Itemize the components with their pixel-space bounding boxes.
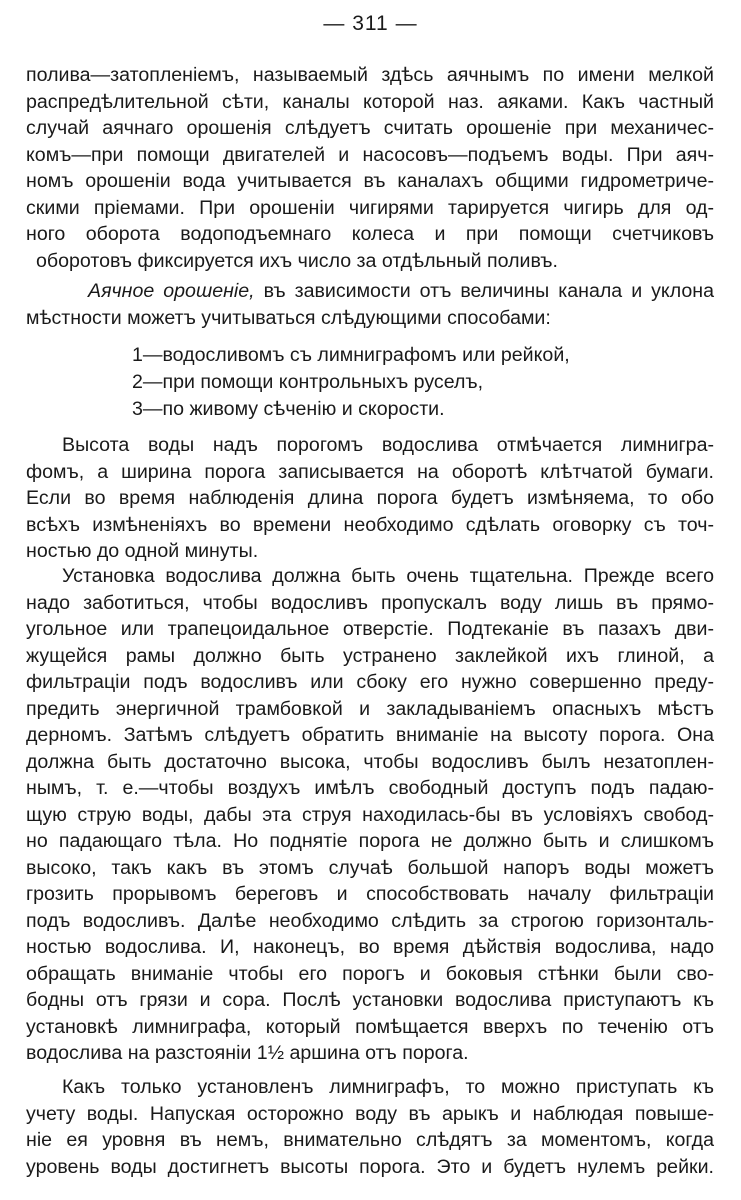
text-line: щую струю воды, дабы эта струя находилась-бы въ условіяхъ свобод- bbox=[26, 803, 714, 826]
text-line: жущейся рамы должно быть устранено заклейкой ихъ глиной, а bbox=[26, 644, 714, 667]
text-line: но падающаго тѣла. Но поднятіе порога не должно быть и слишкомъ bbox=[26, 830, 714, 852]
text-line: комъ—при помощи двигателей и насосовъ—подъемъ воды. При аяч- bbox=[26, 143, 714, 166]
text-line: учету воды. Напуская осторожно воду въ арыкъ и наблюдая повыше- bbox=[26, 1102, 714, 1125]
text-line: подъ водосливъ. Далѣе необходимо слѣдить за строгою горизонталь- bbox=[26, 909, 714, 932]
text-line: уровень воды достигнетъ высоты порога. Это и будетъ нулемъ рейки. bbox=[26, 1155, 714, 1178]
text-line: Высота воды надъ порогомъ водослива отмѣчается лимнигра- bbox=[62, 434, 714, 456]
text-line: грозить прорывомъ береговъ и способствовать началу фильтраціи bbox=[26, 883, 714, 905]
text-line: ностью до одной минуты. bbox=[26, 540, 259, 562]
paragraph-ayach-methods bbox=[26, 278, 714, 331]
text-line: Если во время наблюденія длина порога будетъ измѣняема, то обо bbox=[26, 487, 714, 509]
text-line: распредѣлительной сѣти, каналы которой наз. аяками. Какъ частный bbox=[26, 90, 714, 113]
text-line: бодны отъ грязи и сора. Послѣ установки водослива приступаютъ къ bbox=[26, 989, 714, 1011]
paragraph-water-height bbox=[26, 432, 714, 565]
list-item: 3—по живому сѣченію и скорости. bbox=[132, 398, 445, 420]
text-line: ностью водослива. И, наконецъ, во время дѣйствія водослива, надо bbox=[26, 936, 714, 958]
text-line: Установка водослива должна быть очень тщательна. Прежде всего bbox=[62, 565, 714, 587]
text-line: ного оборота водоподъемнаго колеса и при помощи счетчиковъ bbox=[26, 223, 714, 245]
text-line: водослива на разстояніи 1½ аршина отъ порога. bbox=[26, 1042, 469, 1064]
list-item: 1—водосливомъ съ лимниграфомъ или рейкой, bbox=[132, 344, 570, 366]
text-line: должна быть достаточно высока, чтобы водосливъ былъ незатоплен- bbox=[26, 750, 714, 773]
text-line: высоко, такъ какъ въ этомъ случаѣ большой напоръ воды можетъ bbox=[26, 856, 714, 879]
text-line: скими пріемами. При орошеніи чигирями тарируется чигирь для од- bbox=[26, 196, 714, 219]
text-line: всѣхъ измѣненіяхъ во времени необходимо сдѣлать оговорку съ точ- bbox=[26, 513, 714, 536]
italic-term: Аячное орошеніе, bbox=[88, 280, 255, 302]
text-line: фомъ, а ширина порога записывается на оборотѣ клѣтчатой бумаги. bbox=[26, 460, 714, 483]
text-line: надо заботиться, чтобы водосливъ пропускалъ воду лишь въ прямо- bbox=[26, 591, 714, 614]
text-line: установкѣ лимниграфа, который помѣщается вверхъ по теченію отъ bbox=[26, 1015, 714, 1038]
page-number: — 311 — bbox=[323, 12, 418, 35]
text-span: въ зависимости отъ величины канала и уклона bbox=[254, 280, 714, 302]
text-line: фильтраціи подъ водосливъ или сбоку его нужно совершенно преду- bbox=[26, 671, 714, 693]
text-line: оборотовъ фиксируется ихъ число за отдѣльный поливъ. bbox=[36, 249, 558, 272]
text-line: ніе ея уровня въ немъ, внимательно слѣдятъ за моментомъ, когда bbox=[26, 1129, 714, 1151]
text-line: случай аячнаго орошенія слѣдуетъ считать орошеніе при механичес- bbox=[26, 117, 714, 139]
methods-list bbox=[26, 342, 714, 423]
text-line bbox=[26, 278, 714, 305]
text-line: дерномъ. Затѣмъ слѣдуетъ обратить вниманіе на высоту порога. Она bbox=[26, 724, 714, 746]
text-line: полива—затопленіемъ, называемый здѣсь аячнымъ по имени мелкой bbox=[26, 64, 714, 86]
text-line: нымъ, т. е.—чтобы воздухъ имѣлъ свободный доступъ подъ падаю- bbox=[26, 777, 714, 799]
paragraph-irrigation-flooding bbox=[26, 62, 714, 274]
paragraph-weir-installation bbox=[26, 563, 714, 1067]
text-line: Какъ только установленъ лимниграфъ, то можно приступать къ bbox=[62, 1076, 714, 1098]
text-line: предить энергичной трамбовкой и закладываніемъ опасныхъ мѣстъ bbox=[26, 697, 714, 720]
list-item: 2—при помощи контрольныхъ руселъ, bbox=[132, 371, 484, 393]
text-line: угольное или трапецоидальное отверстіе. Подтеканіе въ пазахъ дви- bbox=[26, 618, 714, 640]
paragraph-water-accounting bbox=[26, 1074, 714, 1180]
text-line: мѣстности можетъ учитываться слѣдующими способами: bbox=[26, 306, 551, 329]
text-line: обращать вниманіе чтобы его порогъ и боковыя стѣнки были сво- bbox=[26, 962, 714, 985]
text-line: номъ орошеніи вода учитывается въ каналахъ общими гидрометриче- bbox=[26, 170, 714, 192]
